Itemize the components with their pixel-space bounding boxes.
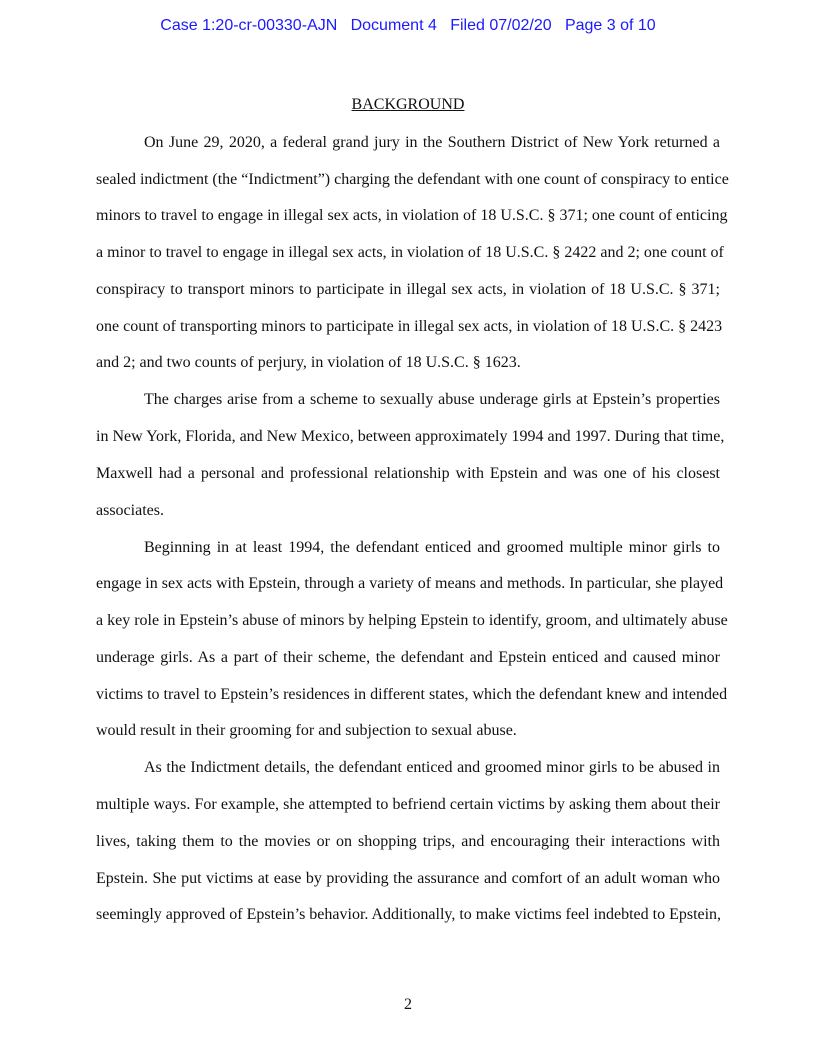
paragraph-1-line-7: and 2; and two counts of perjury, in violation of 18 U.S.C. § 1623. [96, 354, 521, 371]
filed-date: Filed 07/02/20 [450, 17, 552, 34]
paragraph-3-line-3: a key role in Epstein’s abuse of minors by helping Epstein to identify, groom, and ultimately abuse [96, 612, 728, 629]
paragraph-1-line-3: minors to travel to engage in illegal sex acts, in violation of 18 U.S.C. § 371; one count of enticing [96, 207, 728, 224]
section-heading: BACKGROUND [351, 96, 465, 113]
paragraph-4-line-2: multiple ways. For example, she attempted to befriend certain victims by asking them about their [96, 796, 720, 813]
page-number: 2 [404, 996, 412, 1013]
paragraph-1-line-1: On June 29, 2020, a federal grand jury in the Southern District of New York returned a [144, 134, 720, 151]
paragraph-1-line-6: one count of transporting minors to participate in illegal sex acts, in violation of 18 U.S.C. § 2423 [96, 318, 723, 335]
ecf-filing-header [0, 17, 816, 35]
paragraph-1-line-2: sealed indictment (the “Indictment”) charging the defendant with one count of conspiracy to entice [96, 171, 729, 188]
page-indicator: Page 3 of 10 [564, 17, 656, 34]
case-number: Case 1:20-cr-00330-AJN [160, 17, 338, 34]
paragraph-2-line-2: in New York, Florida, and New Mexico, between approximately 1994 and 1997. During that time, [96, 428, 725, 445]
paragraph-2-line-3: Maxwell had a personal and professional relationship with Epstein and was one of his closest [96, 465, 720, 482]
paragraph-4-line-5: seemingly approved of Epstein’s behavior. Additionally, to make victims feel indebted to Epstein, [96, 906, 722, 923]
paragraph-4-line-4: Epstein. She put victims at ease by providing the assurance and comfort of an adult woman who [96, 870, 720, 887]
paragraph-2-line-1: The charges arise from a scheme to sexually abuse underage girls at Epstein’s properties [144, 391, 720, 408]
document-number: Document 4 [350, 17, 437, 34]
paragraph-3-line-6: would result in their grooming for and subjection to sexual abuse. [96, 722, 517, 739]
paragraph-4-line-3: lives, taking them to the movies or on shopping trips, and encouraging their interactions with [96, 833, 720, 850]
paragraph-2-line-4: associates. [96, 502, 164, 519]
paragraph-3-line-2: engage in sex acts with Epstein, through a variety of means and methods. In particular, she played [96, 575, 724, 592]
paragraph-3-line-5: victims to travel to Epstein’s residences in different states, which the defendant knew and intended [96, 686, 728, 703]
paragraph-3-line-1: Beginning in at least 1994, the defendant enticed and groomed multiple minor girls to [144, 539, 720, 556]
paragraph-1-line-4: a minor to travel to engage in illegal sex acts, in violation of 18 U.S.C. § 2422 and 2; one count of [96, 244, 724, 261]
paragraph-1-line-5: conspiracy to transport minors to participate in illegal sex acts, in violation of 18 U.S.C. § 371; [96, 281, 720, 298]
paragraph-4-line-1: As the Indictment details, the defendant enticed and groomed minor girls to be abused in [144, 759, 720, 776]
paragraph-3-line-4: underage girls. As a part of their scheme, the defendant and Epstein enticed and caused minor [96, 649, 720, 666]
